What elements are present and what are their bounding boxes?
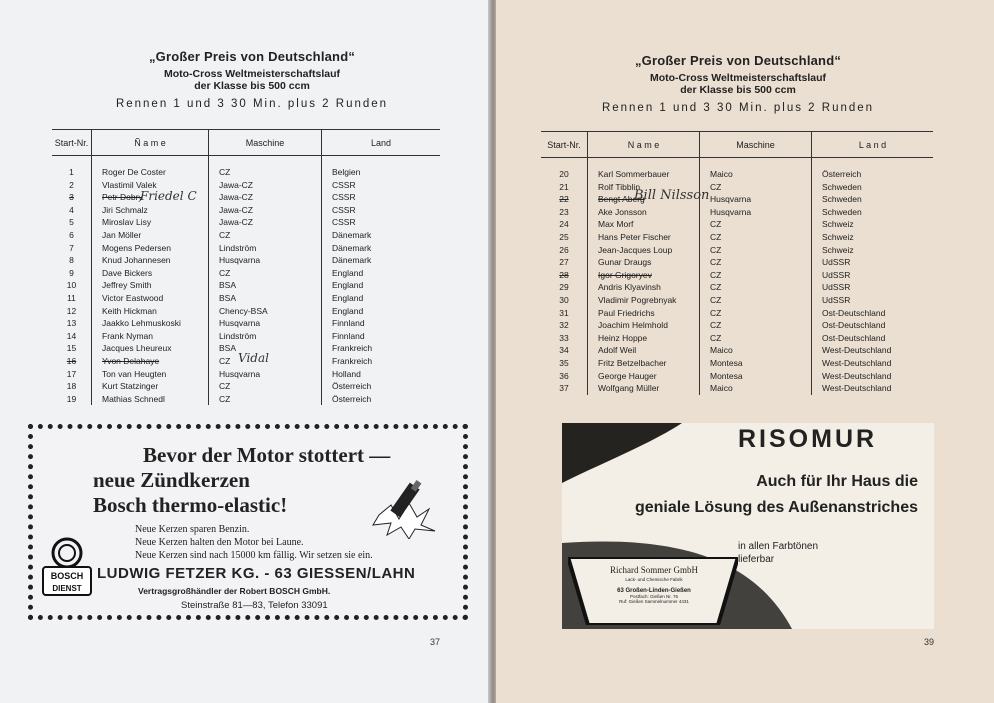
table-cell-name: Hans Peter Fischer: [598, 231, 671, 242]
table-cell-num: 5: [69, 217, 74, 228]
table-cell-name: Jiri Schmalz: [102, 204, 148, 215]
table-cell-country: UdSSR: [822, 269, 851, 280]
left-subtitle-1: Moto-Cross Weltmeisterschaftslauf: [163, 68, 340, 80]
left-page-number: 37: [430, 637, 441, 647]
hdr-name: N a m e: [588, 132, 700, 157]
table-cell-country: West-Deutschland: [822, 345, 892, 356]
table-cell-name: Rolf Tibblin: [598, 181, 641, 192]
table-cell-num: 14: [66, 330, 77, 341]
right-subtitle-1: Moto-Cross Weltmeisterschaftslauf: [649, 72, 826, 84]
table-cell-num: 30: [559, 294, 569, 305]
table-cell-machine: Husqvarna: [710, 194, 752, 205]
bosch-advertisement: [28, 424, 468, 620]
dealer-phone: Ruf: Gießen Sammelnummer 4431: [619, 599, 689, 604]
table-cell-name: Frank Nyman: [102, 330, 154, 341]
table-cell-machine: CZ: [710, 244, 722, 255]
col-machine: [700, 158, 812, 395]
table-cell-name: Jacques Lheureux: [102, 343, 172, 354]
table-cell-name: Wolfgang Müller: [598, 383, 660, 394]
table-cell-name: Max Morf: [598, 219, 634, 230]
table-cell-country: Ost-Deutschland: [822, 332, 886, 343]
table-cell-name: Jan Möller: [102, 229, 142, 240]
table-cell-machine: CZ: [710, 320, 722, 331]
table-cell-country: West-Deutschland: [822, 357, 892, 368]
table-cell-name: Keith Hickman: [102, 305, 157, 316]
table-cell-num: 26: [559, 244, 569, 255]
table-cell-num: 19: [66, 393, 77, 404]
left-subtitle-2: der Klasse bis 500 ccm: [194, 80, 310, 92]
dealer-city: 63 Großen-Linden-Gießen: [617, 588, 691, 594]
table-cell-country: Dänemark: [332, 255, 372, 266]
table-cell-num: 20: [559, 169, 569, 179]
table-cell-num: 35: [559, 357, 569, 368]
table-cell-country: Schweden: [822, 181, 862, 192]
hdr-machine: Maschine: [209, 130, 322, 155]
table-cell-num: 31: [559, 307, 569, 318]
table-cell-num: 13: [66, 318, 77, 329]
bosch-address: Steinstraße 81—83, Telefon 33091: [181, 600, 328, 611]
table-cell-num: 1: [69, 167, 74, 177]
table-cell-num: 2: [69, 179, 74, 190]
table-cell-country: Österreich: [332, 381, 372, 392]
dienst-logo-word: DIENST: [52, 584, 82, 593]
right-table-header: [541, 132, 933, 158]
table-cell-machine: CZ: [219, 167, 231, 177]
table-cell-machine: Montesa: [710, 357, 743, 368]
left-header: [42, 49, 462, 110]
risomur-slogan-2: geniale Lösung des Außenanstriches: [634, 499, 918, 516]
table-cell-machine: Lindström: [219, 330, 257, 341]
table-cell-machine: Maico: [710, 169, 733, 179]
table-cell-num: 4: [69, 204, 74, 215]
table-cell-country: UdSSR: [822, 282, 851, 293]
left-title: „Großer Preis von Deutschland“: [148, 49, 356, 64]
dealer-name: Richard Sommer GmbH: [610, 565, 698, 575]
bosch-line-1: Neue Kerzen sparen Benzin.: [135, 524, 250, 535]
bosch-headline-1: Bevor der Motor stottert —: [143, 443, 391, 467]
table-cell-country: Dänemark: [332, 229, 372, 240]
right-start-table: [541, 131, 933, 395]
table-cell-machine: Jawa-CZ: [219, 192, 254, 203]
risomur-advertisement: [562, 423, 934, 629]
table-cell-country: Schweiz: [822, 219, 854, 230]
table-cell-name: Vlastimil Valek: [102, 179, 157, 190]
table-cell-num: 36: [559, 370, 569, 381]
table-cell-country: Frankreich: [332, 355, 373, 366]
table-cell-num: 33: [559, 332, 569, 343]
table-cell-country: Dänemark: [332, 242, 372, 253]
table-cell-machine: CZ: [710, 307, 722, 318]
bosch-line-2: Neue Kerzen halten den Motor bei Laune.: [135, 537, 304, 548]
table-cell-country: West-Deutschland: [822, 370, 892, 381]
table-cell-country: Schweiz: [822, 244, 854, 255]
table-cell-country: Österreich: [822, 169, 862, 179]
table-cell-machine: CZ: [710, 269, 722, 280]
bosch-line-3: Neue Kerzen sind nach 15000 km fällig. Wir setzen sie ein.: [135, 550, 373, 561]
table-cell-name: Heinz Hoppe: [598, 332, 648, 343]
table-cell-machine: CZ: [219, 229, 231, 240]
table-cell-num: 25: [559, 231, 569, 242]
table-cell-num: 24: [559, 219, 569, 230]
table-cell-machine: CZ: [219, 267, 231, 278]
dealer-info: [588, 565, 720, 604]
table-cell-country: CSSR: [332, 192, 356, 203]
table-cell-country: England: [332, 267, 364, 278]
table-cell-num: 3: [69, 192, 74, 203]
right-title: „Großer Preis von Deutschland“: [634, 53, 842, 68]
table-cell-country: UdSSR: [822, 294, 851, 305]
risomur-slogan-4: lieferbar: [738, 554, 775, 565]
table-cell-country: Schweden: [822, 206, 862, 217]
table-cell-machine: CZ: [710, 231, 722, 242]
table-cell-num: 21: [559, 181, 569, 192]
table-cell-num: 22: [559, 194, 569, 205]
table-cell-machine: CZ: [710, 181, 722, 192]
table-cell-num: 6: [69, 229, 74, 240]
bosch-headline-3: Bosch thermo-elastic!: [93, 493, 288, 517]
col-start-nr: [541, 158, 588, 395]
table-cell-num: 32: [559, 320, 569, 331]
table-cell-machine: Jawa-CZ: [219, 204, 254, 215]
table-cell-num: 34: [559, 345, 569, 356]
table-cell-country: Ost-Deutschland: [822, 307, 886, 318]
table-cell-name: Karl Sommerbauer: [598, 169, 670, 179]
left-table-body: [52, 156, 440, 405]
table-cell-name: Vladimir Pogrebnyak: [598, 294, 677, 305]
table-cell-name: Roger De Coster: [102, 167, 166, 177]
table-cell-machine: Chency-BSA: [219, 305, 268, 316]
table-cell-name: Joachim Helmhold: [598, 320, 668, 331]
table-cell-country: Österreich: [332, 393, 372, 404]
table-cell-num: 29: [559, 282, 569, 293]
table-cell-name: Petr Dobry: [102, 192, 143, 203]
table-cell-machine: CZ: [710, 294, 722, 305]
table-cell-name: Dave Bickers: [102, 267, 153, 278]
left-table-header: [52, 130, 440, 156]
table-cell-num: 28: [559, 269, 569, 280]
table-cell-name: Ake Jonsson: [598, 206, 647, 217]
table-cell-machine: CZ: [710, 332, 722, 343]
table-cell-name: Jean-Jacques Loup: [598, 244, 673, 255]
table-cell-name: Fritz Betzelbacher: [598, 357, 667, 368]
table-cell-machine: Husqvarna: [219, 255, 261, 266]
bosch-logo-word: BOSCH: [50, 571, 84, 581]
table-cell-name: Gunar Draugs: [598, 257, 652, 268]
bosch-company: LUDWIG FETZER KG. - 63 GIESSEN/LAHN: [97, 565, 416, 582]
table-cell-country: Schweiz: [822, 231, 854, 242]
hdr-machine: Maschine: [700, 132, 812, 157]
table-cell-country: Finnland: [332, 330, 365, 341]
table-cell-name: Miroslav Lisy: [102, 217, 152, 228]
table-cell-machine: BSA: [219, 343, 237, 354]
right-race-info: Rennen 1 und 3 30 Min. plus 2 Runden: [601, 102, 875, 114]
table-cell-num: 11: [67, 292, 76, 303]
table-cell-name: Kurt Statzinger: [102, 381, 159, 392]
table-cell-machine: CZ: [710, 282, 722, 293]
table-cell-country: Frankreich: [332, 343, 373, 354]
table-cell-machine: Lindström: [219, 242, 257, 253]
table-cell-name: Jeffrey Smith: [102, 280, 152, 291]
table-cell-name: Andris Klyavinsh: [598, 282, 661, 293]
table-cell-country: West-Deutschland: [822, 383, 892, 394]
table-cell-num: 9: [69, 267, 74, 278]
hdr-name: Ñ a m e: [92, 130, 209, 155]
hdr-country: Land: [370, 137, 392, 148]
table-cell-machine: CZ: [219, 355, 231, 366]
col-start-nr: [52, 156, 92, 405]
table-cell-country: CSSR: [332, 179, 356, 190]
bosch-headline: [93, 443, 390, 518]
table-cell-name: Mogens Pedersen: [102, 242, 171, 253]
table-cell-num: 17: [66, 368, 77, 379]
table-cell-country: Holland: [332, 368, 361, 379]
table-cell-machine: Jawa-CZ: [219, 179, 254, 190]
table-cell-num: 23: [559, 206, 569, 217]
table-cell-num: 27: [559, 257, 569, 268]
table-cell-name: Jaakko Lehmuskoski: [102, 318, 181, 329]
dealer-line: Lack- und Chemische Fabrik: [625, 577, 683, 582]
right-page-number: 39: [924, 637, 935, 647]
table-cell-machine: Husqvarna: [219, 368, 261, 379]
table-cell-num: 10: [66, 280, 77, 291]
table-cell-country: England: [332, 280, 364, 291]
table-cell-machine: Montesa: [710, 370, 743, 381]
bosch-headline-2: neue Zündkerzen: [93, 468, 250, 492]
table-cell-country: Ost-Deutschland: [822, 320, 886, 331]
hdr-country: L a n d: [858, 139, 887, 150]
table-cell-name: Igor Grigoryev: [598, 269, 652, 280]
table-cell-name: George Hauger: [598, 370, 657, 381]
right-table-body: [541, 158, 933, 395]
table-cell-country: CSSR: [332, 217, 356, 228]
table-cell-country: England: [332, 305, 364, 316]
bosch-armature-icon: [41, 537, 93, 597]
dealer-post: Postfach: Gießen Nr. 76: [629, 594, 679, 599]
right-header: [528, 53, 948, 114]
spark-plug-icon: [369, 475, 439, 539]
table-cell-machine: Jawa-CZ: [219, 217, 254, 228]
handwritten-note-row22: Bill Nilsson: [634, 188, 710, 203]
bosch-body-text: [135, 523, 373, 562]
table-cell-machine: CZ: [710, 219, 722, 230]
table-cell-name: Ton van Heugten: [102, 368, 167, 379]
col-machine: [209, 156, 322, 405]
table-cell-name: Adolf Weil: [598, 345, 637, 356]
table-cell-name: Bengt Aberg: [598, 194, 645, 205]
risomur-slogan-colors: [738, 540, 818, 566]
table-cell-num: 15: [66, 343, 77, 354]
table-cell-country: Schweden: [822, 194, 862, 205]
hdr-start-nr: Start-Nr.: [541, 132, 588, 157]
table-cell-name: Knud Johannesen: [102, 255, 171, 266]
risomur-slogan-3: in allen Farbtönen: [738, 541, 819, 552]
table-cell-num: 12: [66, 305, 77, 316]
table-cell-machine: CZ: [710, 257, 722, 268]
table-cell-country: Finnland: [332, 318, 365, 329]
risomur-brand: RISOMUR: [738, 425, 878, 453]
table-cell-country: CSSR: [332, 204, 356, 215]
bosch-dienst-logo: [41, 537, 93, 597]
col-country: [812, 158, 933, 395]
table-cell-num: 8: [69, 255, 74, 266]
table-cell-num: 7: [69, 242, 74, 253]
table-cell-machine: CZ: [219, 393, 231, 404]
table-cell-machine: Maico: [710, 383, 733, 394]
table-cell-country: UdSSR: [822, 257, 851, 268]
right-subtitle-2: der Klasse bis 500 ccm: [680, 84, 796, 96]
handwritten-note-row16: Vidal: [238, 351, 269, 365]
left-race-info: Rennen 1 und 3 30 Min. plus 2 Runden: [115, 98, 389, 110]
table-cell-name: Paul Friedrichs: [598, 307, 655, 318]
table-cell-machine: Husqvarna: [710, 206, 752, 217]
table-cell-num: 37: [559, 383, 569, 394]
table-cell-name: Victor Eastwood: [102, 292, 164, 303]
table-cell-num: 18: [66, 381, 77, 392]
table-cell-name: Mathias Schnedl: [102, 393, 165, 404]
table-cell-machine: Maico: [710, 345, 733, 356]
handwritten-note-row3: Friedel C: [140, 189, 197, 203]
hdr-start-nr: Start-Nr.: [52, 130, 92, 155]
col-country: [322, 156, 440, 405]
table-cell-country: Belgien: [332, 167, 361, 177]
table-cell-machine: Husqvarna: [219, 318, 261, 329]
bosch-company-sub: Vertragsgroßhändler der Robert BOSCH GmbH.: [138, 586, 331, 596]
risomur-slogan-1: Auch für Ihr Haus die: [756, 473, 918, 490]
table-cell-num: 16: [66, 355, 77, 366]
table-cell-machine: BSA: [219, 280, 237, 291]
table-cell-country: England: [332, 292, 364, 303]
table-cell-name: Yvon Delahaye: [102, 355, 160, 366]
table-cell-machine: BSA: [219, 292, 237, 303]
table-cell-machine: CZ: [219, 381, 231, 392]
